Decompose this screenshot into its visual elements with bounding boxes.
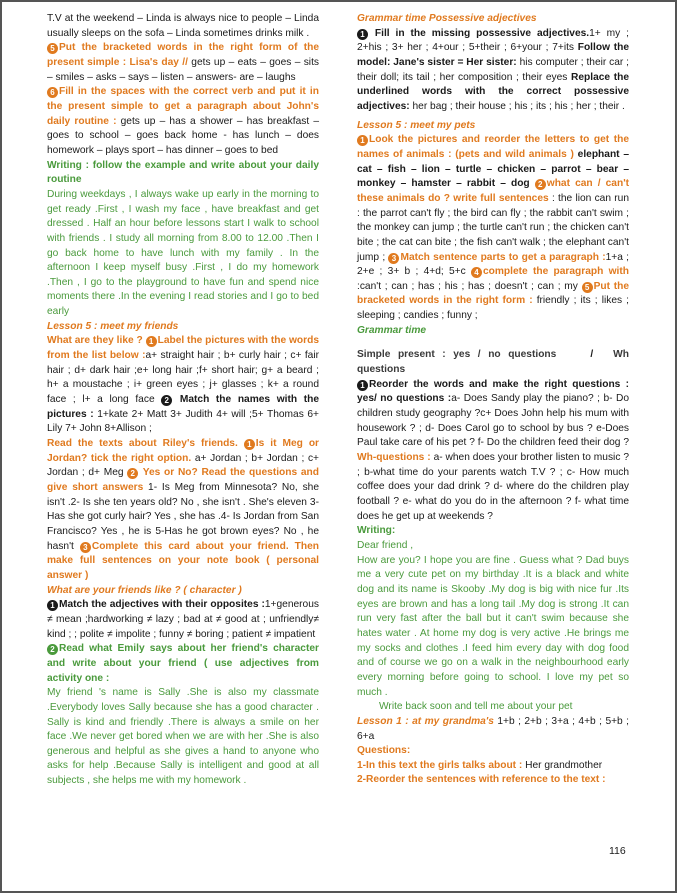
right-column bbox=[357, 12, 629, 788]
number-1-icon: 1 bbox=[244, 439, 255, 450]
exercise-heading: Complete this card about your friend. Then make full sentences on your note book ( personal answer ) bbox=[47, 540, 319, 581]
exercise-answer: a+ Jordan ; b+ Jordan ; c+ Jordan ; d+ Meg bbox=[47, 452, 319, 479]
exercise-lisas-day bbox=[47, 41, 319, 85]
grammar-possessive-heading: Grammar time Possessive adjectives bbox=[357, 13, 537, 24]
exercise-answer: :can't ; can ; has ; his ; has ; doesn't ; can ; my bbox=[357, 280, 582, 292]
exercise-rileys-friends bbox=[47, 437, 319, 584]
question-1 bbox=[357, 759, 629, 774]
letter-body: How are you? I hope you are fine . Guess what ? Dad buys me a very cute pet on my birthday .It is a black and white dog and its name is Skooby .My dog is big with nice fur .Its eyes are brown and has a long tail .My dog is strong .It can run very fast after the ball but it can't swim because she hates water . At home my dog is very active .He brings me my socks and clothes .I feed him every day with dog food and of course we go on a walk in the neighbourhood early every morning before going to school. I love my pet so much . bbox=[357, 554, 629, 698]
page-number: 116 bbox=[609, 845, 626, 857]
exercise-answer: 1+a ; 2+e ; 3+ b ; 4+d; 5+c bbox=[357, 251, 629, 278]
exercise-heading: Put the bracketed words in the right form of the present simple : Lisa's day // bbox=[47, 42, 319, 68]
exercise-answer: Her grandmother bbox=[525, 759, 603, 771]
lesson-grandma bbox=[357, 715, 629, 744]
exercise-heading: Match the names with the pictures : bbox=[47, 394, 320, 420]
exercise-heading: Replace the underlined words with the correct possessive adjectives: bbox=[357, 71, 629, 112]
exercise-heading: Yes or No? Read the questions and give short answers bbox=[47, 467, 319, 493]
heading-part: Wh questions bbox=[357, 349, 629, 376]
exercise-johns-routine bbox=[47, 85, 319, 158]
exercise-heading: Match the adjectives with their opposites : bbox=[59, 599, 265, 611]
heading-part: Simple present : yes / no questions bbox=[357, 349, 557, 361]
exercise-heading: Look the pictures and reorder the letters to get the names of animals : (pets and wild animals ) bbox=[357, 134, 629, 160]
exercise-answer: a- Does Sandy play the piano? ; b- Do children study geography ?c+ Does John help his mum with housework ? ; d- Does Carol go to school by bus ? e-Does Paul take care of his pet ? f- Do the children feed their dog ? bbox=[357, 393, 629, 449]
exercise-possessive-adjectives bbox=[357, 27, 629, 115]
exercise-answer: elephant – cat – fish – lion – turtle – chicken – parrot – bear – monkey – hamster – rabbit – dog bbox=[357, 148, 629, 190]
number-1-icon: 1 bbox=[357, 29, 368, 40]
exercise-heading: Fill in the spaces with the correct verb and put it in the present simple to get a paragraph about John's daily routine : bbox=[47, 86, 319, 127]
daily-routine-paragraph: During weekdays , I always wake up early in the morning to get ready .First , I wash my face , have breakfast and get dressed . Half an hour before lessons start I walk to school with friends . I study all morning from 8.00 to 12.00 .Then I go back home to have lunch with my family . In the afternoon I keep myself busy .First , I do my homework .Then , I go to the playground to have fun and spend nice moments there .In the evening I read stories and I go to bed early bbox=[47, 188, 319, 318]
exercise-answer: 1+kate 2+ Matt 3+ Judith 4+ will ;5+ Thomas 6+ Lily 7+ John 8+Allison ; bbox=[47, 408, 320, 435]
exercise-heading: Follow the model: Jane's sister = Her sister: bbox=[357, 42, 629, 68]
exercise-heading: What are they like ? bbox=[47, 335, 146, 347]
exercise-answer: : the lion can run : the parrot can't fly ; the bird can fly ; the rabbit can't swim ; the monkey can jump ; the turtle can't run ; the chicken can't bite ; the cat can bite ; the fish can't walk ; the elephant can't jump ; bbox=[357, 192, 629, 263]
exercise-heading: Put the bracketed words in the right form : bbox=[357, 280, 629, 307]
exercise-answer: gets up – eats – goes – sits – smiles – asks – says – listen – answers- are – laughs bbox=[47, 56, 319, 83]
exercise-answer: her bag ; their house ; his ; its ; his ; her ; their . bbox=[412, 100, 625, 112]
linda-sentences: T.V at the weekend – Linda is always nice to people – Linda usually sleeps on the sofa – Linda sometimes drinks milk . bbox=[47, 13, 319, 39]
exercise-answer: friendly ; its ; likes ; sleeping ; candies ; funny ; bbox=[357, 295, 629, 322]
exercise-animals bbox=[357, 133, 629, 324]
writing-heading: Writing : follow the example and write about your daily routine bbox=[47, 159, 319, 186]
grammar-time-heading: Grammar time bbox=[357, 324, 427, 336]
exercise-answer: 1+b ; 2+b ; 3+a ; 4+b ; 5+b ; 6+a bbox=[357, 715, 630, 742]
exercise-describe-people bbox=[47, 334, 319, 437]
exercise-heading: Wh-questions : bbox=[357, 452, 434, 464]
page-border-top bbox=[0, 0, 677, 2]
exercise-answer: gets up – has a shower – has breakfast – goes to school – goes back home - has lunch – does homework – plays sport – has dinner – goes to bed bbox=[47, 115, 319, 156]
lesson-heading-meet-my-pets: Lesson 5 : meet my pets bbox=[357, 119, 476, 131]
questions-heading: Questions: bbox=[357, 745, 411, 757]
friend-sally-paragraph: My friend 's name is Sally .She is also my classmate .Everybody loves Sally because she has a good character . Sally is kind and friendly .There is always a smile on her face .We never get bored when we are with her .She is also generous and helpful as she gives a hand to anyone who asks for help .Because Sally is intelligent and good at all subjects , she helps me with my homework . bbox=[47, 687, 319, 787]
question-text: 1-In this text the girls talks about : bbox=[357, 759, 526, 771]
exercise-answer: his computer ; their car ; their doll; its tail ; her composition ; their eyes bbox=[357, 56, 629, 83]
exercise-heading: Read what Emily says about her friend's character and write about your friend ( use adjectives from activity one : bbox=[47, 643, 319, 684]
exercise-heading: complete the paragraph with bbox=[482, 266, 630, 278]
question-2: 2-Reorder the sentences with reference to the text : bbox=[357, 774, 606, 786]
lesson-heading: Lesson 1 : at my grandma's bbox=[357, 715, 498, 727]
exercise-heading: Fill in the missing possessive adjectives. bbox=[369, 27, 590, 39]
letter-closing: Write back soon and tell me about your pet bbox=[379, 701, 573, 713]
number-2-icon: 2 bbox=[47, 644, 58, 655]
number-6-icon: 6 bbox=[47, 87, 58, 98]
exercise-heading: Label the pictures with the words from the list below : bbox=[47, 335, 319, 362]
number-1-icon: 1 bbox=[357, 380, 368, 391]
exercise-opposites bbox=[47, 598, 319, 642]
number-5-icon: 5 bbox=[582, 282, 593, 293]
number-4-icon: 4 bbox=[471, 267, 482, 278]
number-1-icon: 1 bbox=[357, 135, 368, 146]
friends-character-heading: What are your friends like ? ( character ) bbox=[47, 584, 242, 596]
exercise-heading: what can / can't these animals do ? write full sentences bbox=[357, 178, 630, 204]
exercise-heading: Reorder the words and make the right questions : yes/ no questions : bbox=[357, 378, 629, 405]
exercise-heading: Read the texts about Riley's friends. bbox=[47, 438, 244, 450]
exercise-questions bbox=[357, 378, 629, 525]
exercise-answer: a- when does your brother listen to music ? ; b-what time do your parents watch T.V ? ; c- How much coffee does your dad drink ? d- where do the children play football ? e- what do you do in the afternoon ? f- what time does he get up at weekends ? bbox=[357, 452, 629, 522]
number-2-icon: 2 bbox=[161, 395, 172, 406]
number-5-icon: 5 bbox=[47, 43, 58, 54]
heading-separator: / bbox=[590, 349, 594, 361]
simple-present-heading bbox=[357, 348, 629, 377]
lesson-heading-meet-my-friends: Lesson 5 : meet my friends bbox=[47, 320, 179, 332]
exercise-emily bbox=[47, 642, 319, 686]
exercise-answer: a+ straight hair ; b+ curly hair ; c+ fair hair ; d+ dark hair ;e+ long hair ;f+ short hair; g+ a beard ; h+ a moustache ; i+ green eyes ; j+ glasses ; k+ a round face ; l+ a long face bbox=[47, 350, 319, 406]
number-2-icon: 2 bbox=[535, 179, 546, 190]
exercise-heading: Match sentence parts to get a paragraph : bbox=[400, 251, 606, 263]
exercise-answer: 1+generous ≠ mean ;hardworking ≠ lazy ; bad at ≠ good at ; unfriendly≠ kind ; ; polite ≠ impolite ; funny ≠ boring ; patient ≠ impatient bbox=[47, 599, 319, 640]
page-border-left bbox=[0, 0, 2, 893]
number-2-icon: 2 bbox=[127, 468, 138, 479]
exercise-heading: Is it Meg or Jordan? tick the right option. bbox=[47, 438, 320, 464]
letter-greeting: Dear friend , bbox=[357, 539, 414, 551]
exercise-answer: 1+ my ; 2+his ; 3+ her ; 4+our ; 5+their ; 6+your ; 7+its bbox=[357, 27, 629, 54]
left-column bbox=[47, 12, 319, 789]
writing-heading: Writing: bbox=[357, 525, 396, 537]
number-1-icon: 1 bbox=[146, 336, 157, 347]
number-3-icon: 3 bbox=[388, 253, 399, 264]
exercise-answer: 1- Is Meg from Minnesota? No, she isn't .2- Is she ten years old? No , she isn't . She's eleven 3-Has she got curly hair? Yes , she has .4- Is Jordan from San Francisco? Yes , he is 5-Has he got brown eyes? No , he hasn't bbox=[47, 482, 319, 552]
number-3-icon: 3 bbox=[80, 542, 91, 553]
number-1-icon: 1 bbox=[47, 600, 58, 611]
